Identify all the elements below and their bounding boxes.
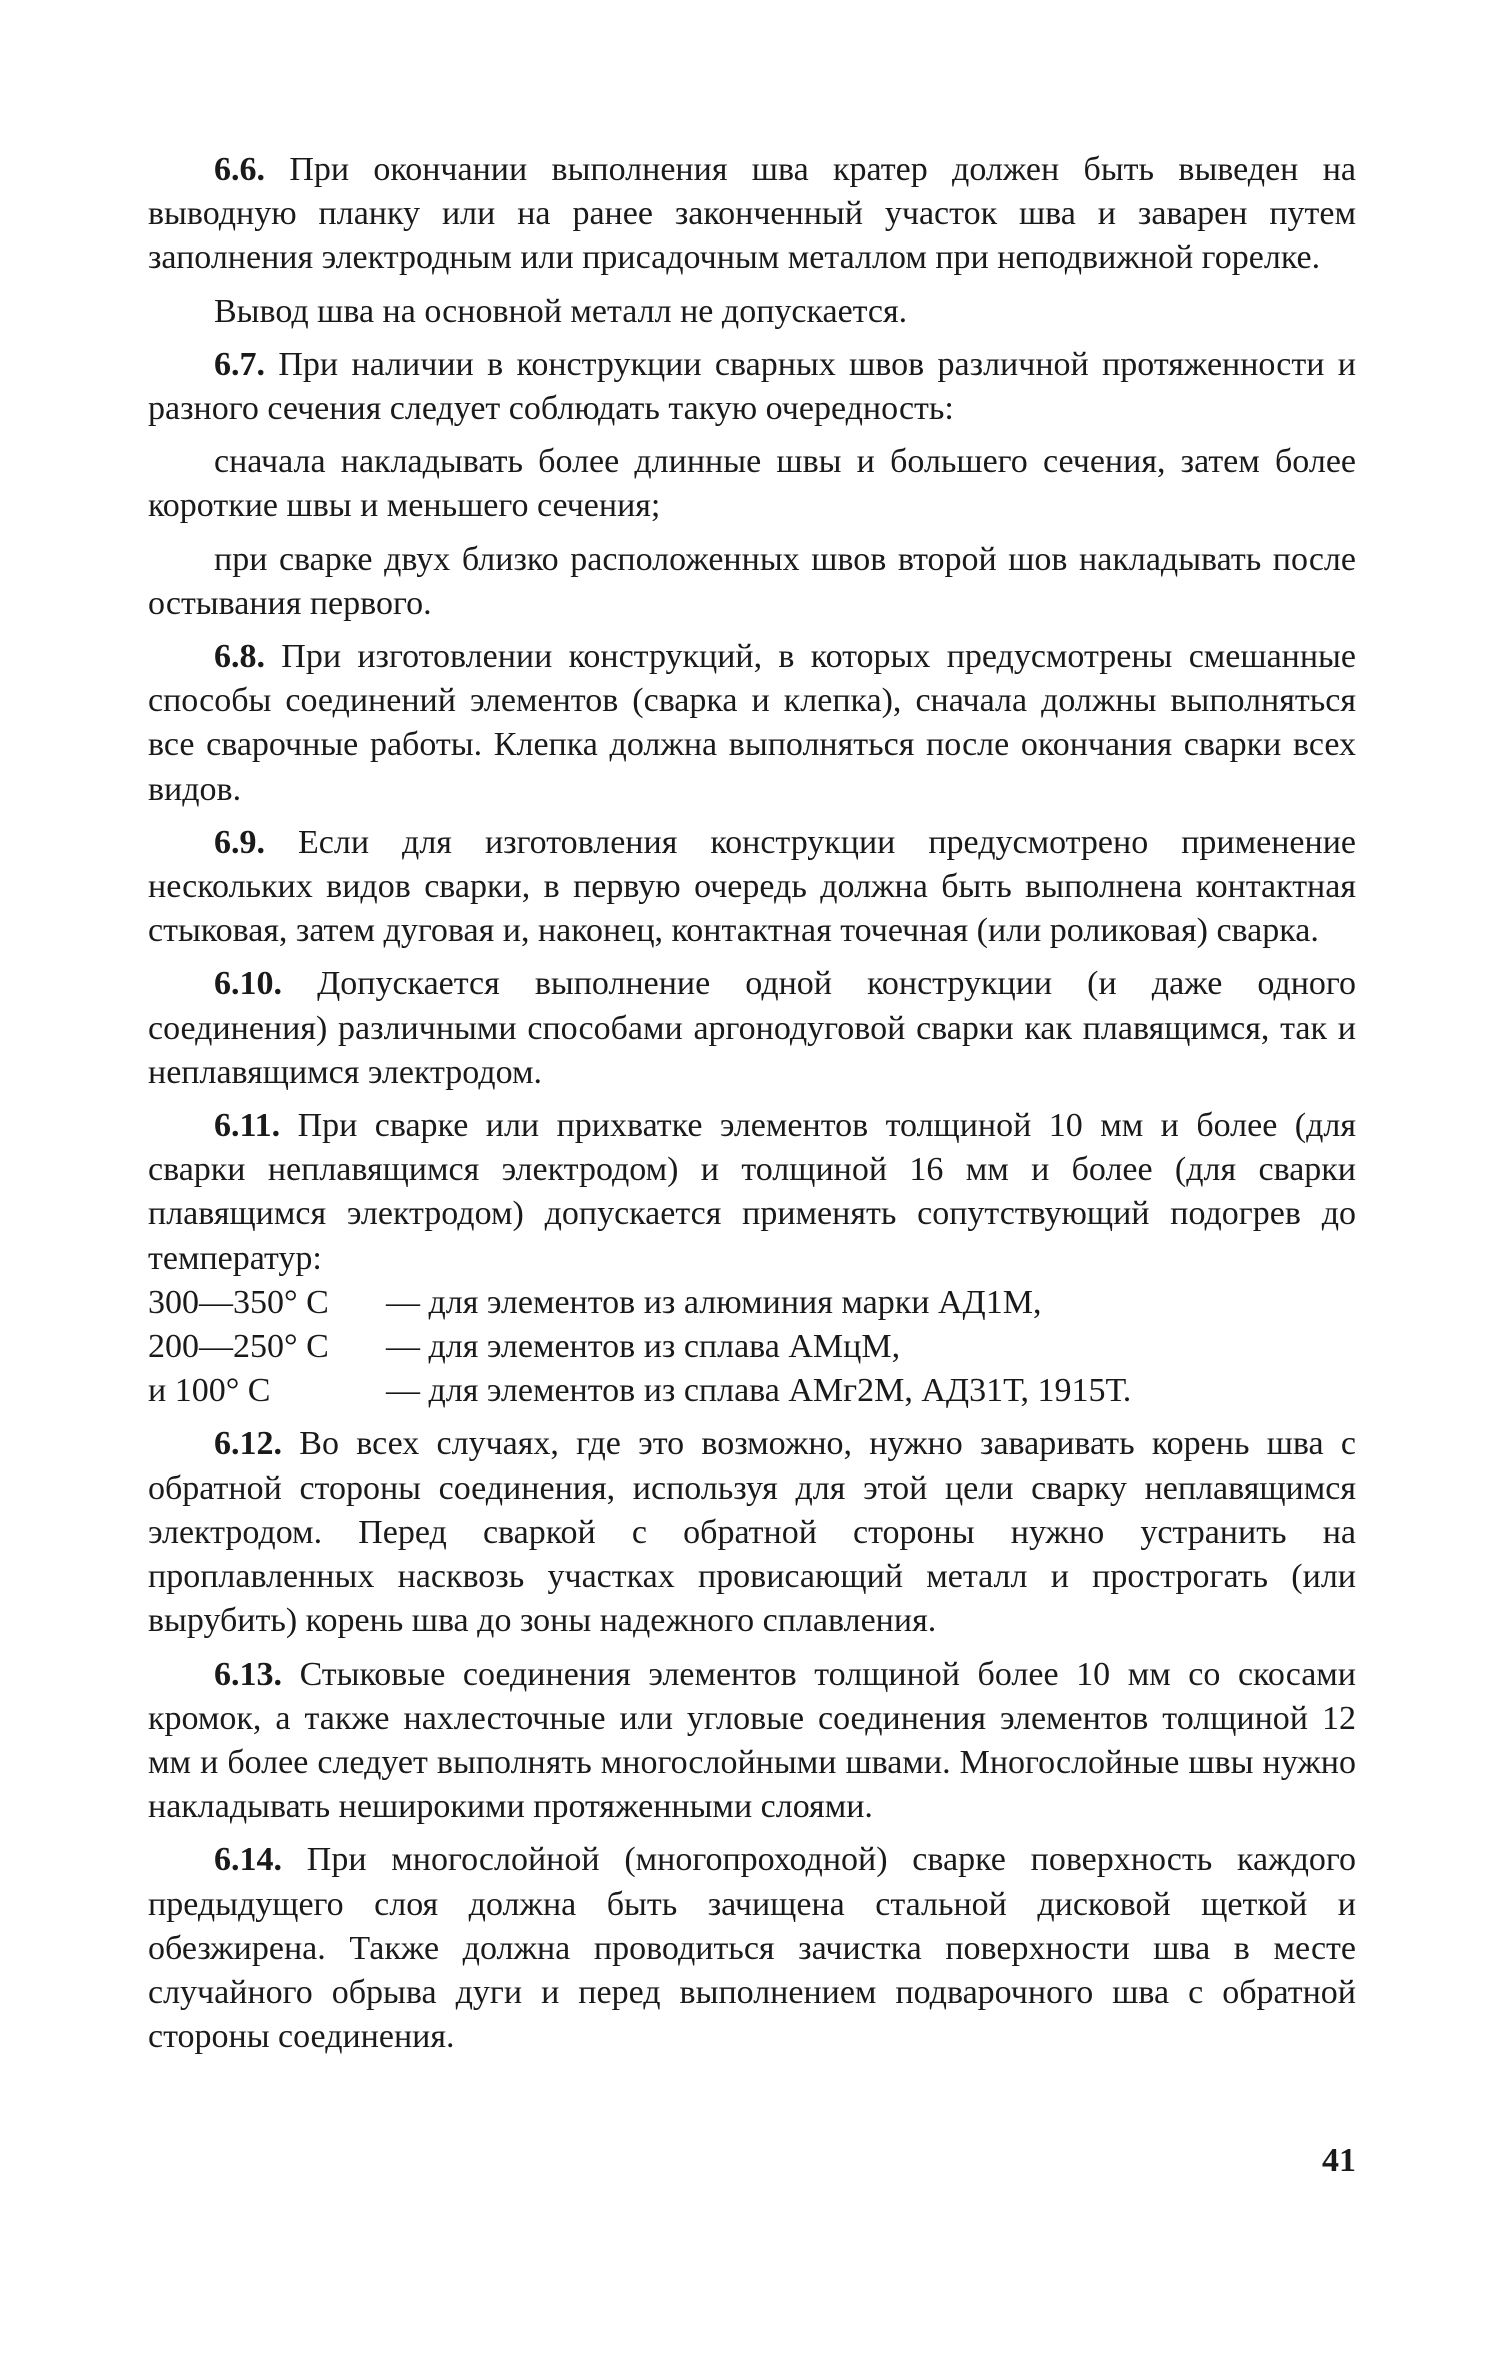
section-number: 6.6. [214, 151, 265, 188]
section-number: 6.13. [214, 1655, 282, 1693]
temperature-line [148, 1325, 1356, 1369]
section-number: 6.14. [214, 1841, 282, 1879]
paragraph-6-10 [148, 962, 1356, 1095]
section-number: 6.9. [214, 823, 265, 861]
paragraph-text: Допускается выполнение одной конструкции (и даже одного соединения) различными способами аргонодуговой сварки как плавящимся, так и неплавящимся электродом. [148, 965, 1356, 1091]
paragraph-text: При окончании выполнения шва кратер должен быть выведен на выводную планку или на ранее законченный участок шва и заварен путем заполнения электродным или присадочным металлом при неподвижной горелке. [148, 151, 1356, 277]
paragraph-text: При многослойной (многопроходной) сварке поверхность каждого предыдущего слоя должна быть зачищена стальной дисковой щеткой и обезжирена. Также должна проводиться зачистка поверхности шва в месте случайного обрыва дуги и перед выполнением подварочного шва с обратной стороны соединения. [148, 1841, 1356, 2056]
paragraph-6-7-item-1 [148, 440, 1356, 528]
paragraph-text: При сварке или прихватке элементов толщиной 10 мм и более (для сварки неплавящимся электродом) и толщиной 16 мм и более (для сварки плавящимся электродом) допускается применять сопутствующий подогрев до температур: [148, 1107, 1356, 1277]
paragraph-6-12 [148, 1422, 1356, 1643]
temperature-line [148, 1369, 1356, 1413]
paragraph-6-7 [148, 343, 1356, 431]
paragraph-text: При наличии в конструкции сварных швов различной протяженности и разного сечения следует соблюдать такую очередность: [148, 345, 1356, 428]
temperature-value: и 100° С [148, 1372, 271, 1410]
section-number: 6.8. [214, 638, 265, 676]
paragraph-6-6 [148, 148, 1356, 281]
temperature-value: 300—350° С [148, 1283, 329, 1321]
paragraph-6-6-note [148, 290, 1356, 334]
temperature-value: 200—250° С [148, 1328, 329, 1366]
paragraph-text: Во всех случаях, где это возможно, нужно заваривать корень шва с обратной стороны соединения, используя для этой цели сварку неплавящимся электродом. Перед сваркой с обратной стороны нужно устранить на проплавленных насквозь участках провисающий металл и прострогать (или вырубить) корень шва до зоны надежного сплавления. [148, 1425, 1356, 1640]
temperature-list [148, 1281, 1356, 1414]
paragraph-6-14 [148, 1838, 1356, 2059]
section-number: 6.11. [214, 1107, 281, 1145]
paragraph-6-11 [148, 1104, 1356, 1281]
paragraph-text: Стыковые соединения элементов толщиной более 10 мм со скосами кромок, а также нахлесточные или угловые соединения элементов толщиной 12 мм и более следует выполнять многослойными швами. Многослойные швы нужно накладывать неширокими протяженными слоями. [148, 1655, 1356, 1826]
paragraph-6-13 [148, 1653, 1356, 1830]
paragraph-6-7-item-2 [148, 538, 1356, 626]
section-number: 6.12. [214, 1425, 282, 1463]
paragraph-text: Если для изготовления конструкции предусмотрено применение нескольких видов сварки, в первую очередь должна быть выполнена контактная стыковая, затем дуговая и, наконец, контактная точечная (или роликовая) сварка. [148, 823, 1356, 950]
temperature-description: — для элементов из алюминия марки АД1М, [386, 1283, 1042, 1321]
document-page [148, 148, 1356, 2068]
temperature-description: — для элементов из сплава АМцМ, [386, 1328, 901, 1366]
paragraph-text: Вывод шва на основной металл не допускается. [214, 292, 908, 330]
temperature-line [148, 1281, 1356, 1325]
temperature-description: — для элементов из сплава АМг2М, АД31Т, 1915Т. [386, 1372, 1132, 1410]
section-number: 6.10. [214, 965, 282, 1003]
paragraph-6-8 [148, 635, 1356, 812]
paragraph-6-9 [148, 821, 1356, 954]
section-number: 6.7. [214, 345, 265, 383]
paragraph-text: при сварке двух близко расположенных швов второй шов накладывать после остывания первого. [148, 540, 1356, 622]
paragraph-text: сначала накладывать более длинные швы и большего сечения, затем более короткие швы и меньшего сечения; [148, 443, 1356, 525]
page-number: 41 [1322, 2142, 1356, 2179]
paragraph-text: При изготовлении конструкций, в которых предусмотрены смешанные способы соединений элементов (сварка и клепка), сначала должны выполняться все сварочные работы. Клепка должна выполняться после окончания сварки всех видов. [148, 638, 1356, 808]
